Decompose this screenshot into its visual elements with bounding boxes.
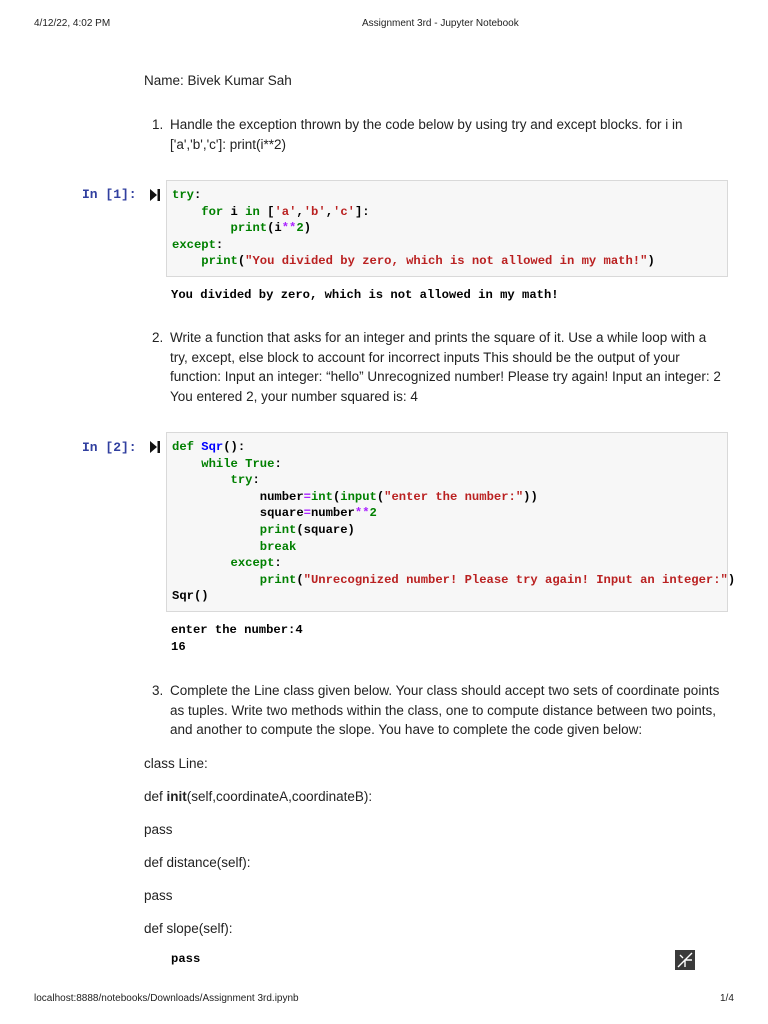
- def-slope-text: def slope(self):: [144, 921, 233, 936]
- question-text: Handle the exception thrown by the code below by using try and except blocks. for i in ['a','b','c']: print(i**2): [170, 117, 683, 152]
- cell-prompt: In [2]:: [82, 440, 137, 455]
- question-3: [152, 681, 727, 740]
- def-distance-text: def distance(self):: [144, 855, 251, 870]
- page-number: 1/4: [720, 993, 734, 1004]
- def-init-text: def init(self,coordinateA,coordinateB):: [144, 789, 373, 804]
- pass-text: pass: [144, 822, 173, 837]
- code-editor[interactable]: try: for i in ['a','b','c']: print(i**2) except: print("You divided by zero, which is not allowed in my math!"): [172, 188, 655, 269]
- question-2: [152, 328, 727, 406]
- print-url: localhost:8888/notebooks/Downloads/Assignment 3rd.ipynb: [34, 993, 299, 1004]
- question-1: [152, 115, 727, 154]
- code-cell-1[interactable]: [166, 180, 728, 277]
- step-run-icon[interactable]: [150, 441, 160, 453]
- cell-prompt: In [1]:: [82, 187, 137, 202]
- class-line-text: class Line:: [144, 756, 208, 771]
- question-number: 1.: [152, 117, 164, 132]
- expand-logo-icon: [675, 950, 695, 970]
- question-number: 3.: [152, 683, 164, 698]
- code-cell-2[interactable]: [166, 432, 736, 612]
- print-date: 4/12/22, 4:02 PM: [34, 18, 111, 29]
- cell-output-1: You divided by zero, which is not allowed in my math!: [171, 288, 559, 302]
- question-text: Complete the Line class given below. Your class should accept two sets of coordinate points as tuples. Write two methods within the class, one to compute distance between two points, and another to compute the slope. You have to complete the code given below:: [170, 683, 720, 737]
- question-text: Write a function that asks for an integer and prints the square of it. Use a while loop with a try, except, else block to account for incorrect inputs This should be the output of your function: Input an integer: “hello” Unrecognized number! Please try again! Input an integer: 2 You entered 2, your number squared is: 4: [170, 330, 721, 404]
- step-run-icon[interactable]: [150, 189, 160, 201]
- student-name: Name: Bivek Kumar Sah: [144, 73, 292, 88]
- question-number: 2.: [152, 330, 164, 345]
- pass-text: pass: [144, 888, 173, 903]
- cell-output-2: enter the number:4 16: [171, 623, 303, 654]
- pass-code-text: pass: [171, 952, 201, 966]
- print-title: Assignment 3rd - Jupyter Notebook: [362, 18, 519, 29]
- code-editor[interactable]: def Sqr(): while True: try: number=int(input("enter the number:")) square=number**2 print(square) break except: print("Unrecognized number! Please try again! Input an integer:") Sqr(): [172, 440, 736, 604]
